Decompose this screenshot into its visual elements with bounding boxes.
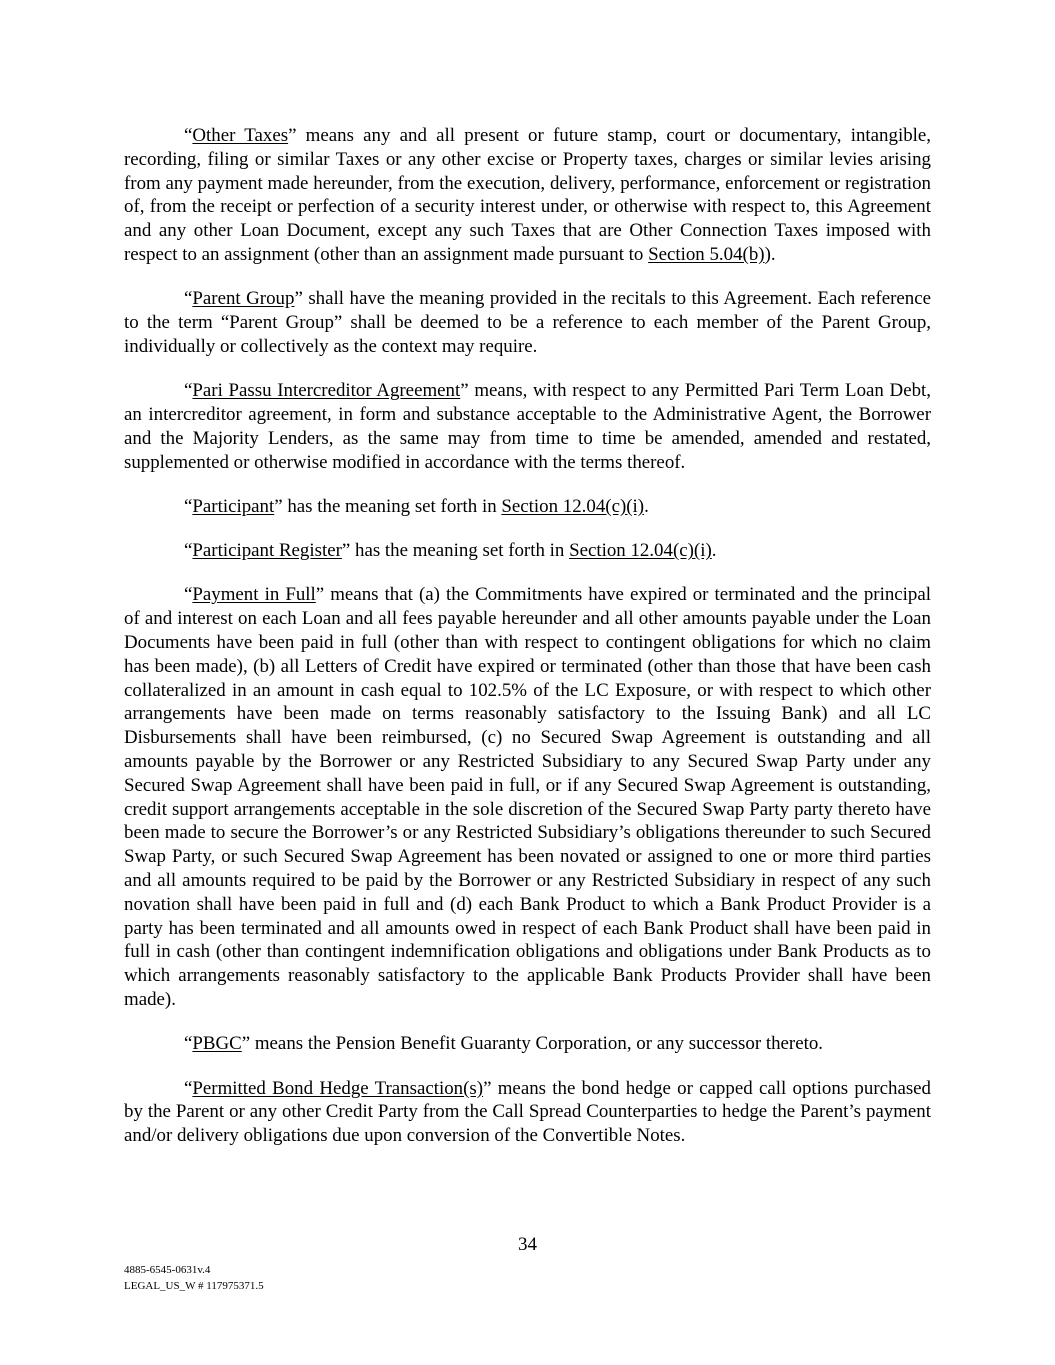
defined-term: PBGC — [192, 1033, 242, 1055]
definition-text: “ — [184, 380, 193, 402]
definition-text: ). — [764, 243, 776, 265]
defined-term: Pari Passu Intercreditor Agreement — [192, 380, 461, 402]
definition-text: “ — [184, 288, 193, 310]
document-footer — [124, 1263, 264, 1294]
footer-doc-id: 4885-6545-0631v.4 — [124, 1264, 211, 1276]
definition-text: . — [711, 540, 717, 562]
definition-text: ” means, with respect to any Permitted Pari Term Loan Debt, an intercreditor agreement, in form and substance acceptable to the Administrative Agent, the Borrower and the Majority Lenders, as the same may from time to time be amended, amended and restated, supplemented or otherwise modified in accordance with the terms thereof. — [124, 380, 931, 473]
defined-term: Section 5.04(b) — [648, 243, 765, 265]
definition-text: ” means any and all present or future stamp, court or documentary, intangible, recording, filing or similar Taxes or any other excise or Property taxes, charges or similar levies arising from any payment made hereunder, from the execution, delivery, performance, enforcement or registration of, from the receipt or perfection of a security interest under, or otherwise with respect to, this Agreement and any other Loan Document, except any such Taxes that are Other Connection Taxes imposed with respect to an assignment (other than an assignment made pursuant to — [124, 125, 931, 265]
defined-term: Participant Register — [192, 540, 342, 562]
defined-term: Payment in Full — [192, 584, 316, 606]
definition-parent-group — [124, 287, 931, 358]
definition-permitted-bond-hedge — [124, 1077, 931, 1148]
defined-term: Section 12.04(c)(i) — [501, 495, 645, 517]
definition-text: “ — [184, 125, 193, 146]
definition-text: “ — [184, 1033, 193, 1055]
definition-pbgc — [124, 1032, 931, 1056]
definition-text: “ — [184, 584, 193, 606]
definition-text: “ — [184, 495, 193, 517]
definition-other-taxes — [124, 124, 931, 267]
defined-term: Other Taxes — [192, 125, 289, 146]
defined-term: Parent Group — [192, 288, 295, 310]
definition-text: ” means the Pension Benefit Guaranty Corporation, or any successor thereto. — [241, 1033, 823, 1055]
definition-text: ” means that (a) the Commitments have expired or terminated and the principal of and interest on each Loan and all fees payable hereunder and all other amounts payable under the Loan Documents have been paid in full (other than with respect to contingent obligations for which no claim has been made), (b) all Letters of Credit have expired or terminated (other than those that have been cash collateralized in an amount in cash equal to 102.5% of the LC Exposure, or with respect to which other arrangements have been made on terms reasonably satisfactory to the Issuing Bank) and all LC Disbursements shall have been reimbursed, (c) no Secured Swap Agreement is outstanding and all amounts payable by the Borrower or any Restricted Subsidiary to any Secured Swap Party under any Secured Swap Agreement shall have been paid in full, or if any Secured Swap Agreement is outstanding, credit support arrangements acceptable in the sole discretion of the Secured Swap Party party thereto have been made to secure the Borrower’s or any Restricted Subsidiary’s obligations thereunder to such Secured Swap Party, or such Secured Swap Agreement has been novated or assigned to one or more third parties and all amounts required to be paid by the Borrower or any Restricted Subsidiary in respect of any such novation shall have been paid in full and (d) each Bank Product to which a Bank Product Provider is a party has been terminated and all amounts owed in respect of each Bank Product shall have been paid in full in cash (other than contingent indemnification obligations and obligations under Bank Products as to which arrangements reasonably satisfactory to the applicable Bank Products Provider shall have been made). — [124, 584, 931, 1010]
definition-text: ” means the bond hedge or capped call options purchased by the Parent or any other Credit Party from the Call Spread Counterparties to hedge the Parent’s payment and/or delivery obligations due upon conversion of the Convertible Notes. — [124, 1077, 932, 1147]
definition-text: “ — [184, 1077, 193, 1099]
definition-text: . — [644, 495, 649, 517]
page-number: 34 — [518, 1234, 537, 1255]
defined-term: Participant — [192, 495, 275, 517]
definition-text: “ — [184, 540, 193, 562]
definition-pari-passu — [124, 379, 931, 474]
definition-participant — [124, 495, 931, 519]
definition-participant-register — [124, 539, 931, 563]
definition-text: ” has the meaning set forth in — [341, 540, 570, 562]
defined-term: Section 12.04(c)(i) — [569, 540, 712, 562]
definition-payment-in-full — [124, 583, 931, 1011]
footer-legal-id: LEGAL_US_W # 117975371.5 — [124, 1279, 264, 1292]
definition-text: ” has the meaning set forth in — [274, 495, 502, 517]
defined-term: Permitted Bond Hedge Transaction(s) — [192, 1077, 484, 1099]
document-body — [124, 124, 931, 1168]
definition-text: ” shall have the meaning provided in the recitals to this Agreement. Each reference to the term “Parent Group” shall be deemed to be a reference to each member of the Parent Group, individually or collectively as the context may require. — [124, 288, 931, 357]
